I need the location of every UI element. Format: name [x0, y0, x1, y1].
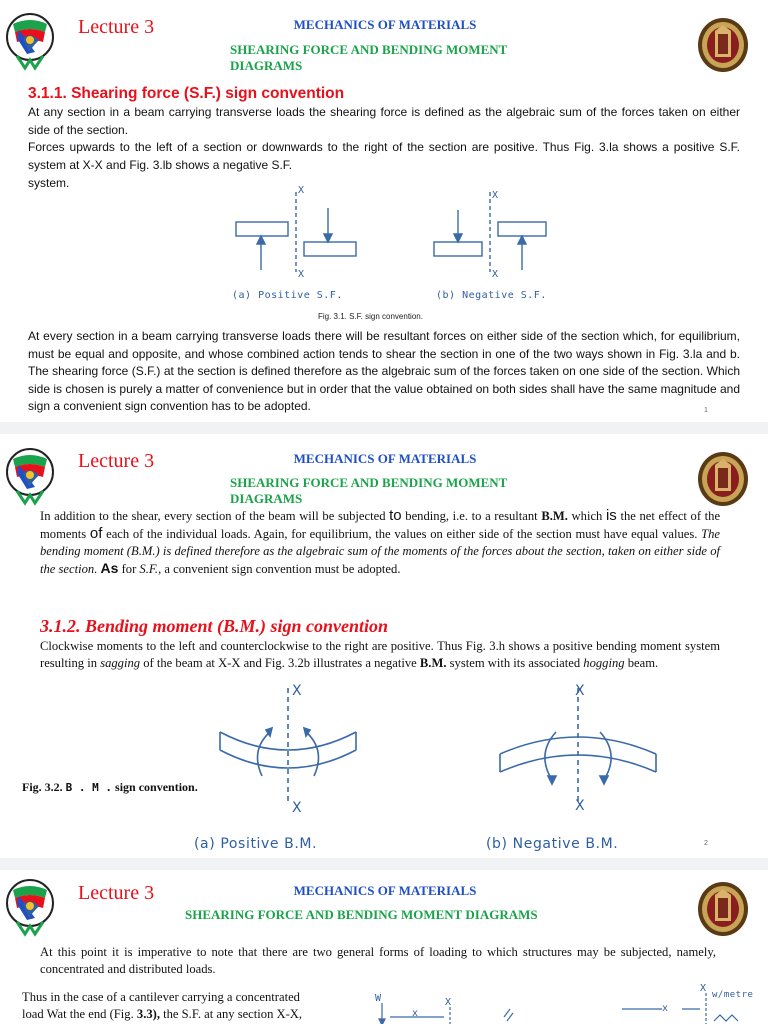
slide-separator-1 — [0, 422, 768, 434]
lecture-title: Lecture 3 — [78, 16, 155, 38]
topic-line-2: DIAGRAMS — [230, 491, 303, 506]
college-seal-icon — [696, 880, 750, 938]
topic-line-2: DIAGRAMS — [230, 58, 303, 73]
fig2-x-top-b: X — [575, 683, 586, 699]
university-logo-icon — [5, 12, 55, 72]
topic-line-1: SHEARING FORCE AND BENDING MOMENT — [230, 475, 508, 490]
fig1-caption: Fig. 3.1. S.F. sign convention. — [318, 312, 423, 321]
bm-sign-convention-figure — [210, 680, 630, 820]
page-number-1: 1 — [704, 407, 708, 414]
course-title: MECHANICS OF MATERIALS — [293, 883, 477, 898]
fig1-x-top-b: X — [492, 190, 499, 201]
fig3-x-label-2: X — [700, 983, 707, 994]
fig2-caption: Fig. 3.2. B . M . sign convention. — [22, 780, 198, 794]
fig3-w-label: W — [375, 993, 382, 1004]
page-number-2: 2 — [704, 840, 708, 847]
slide-separator-2 — [0, 858, 768, 870]
fig2-x-bottom-b: X — [575, 798, 586, 814]
university-logo-icon — [5, 447, 55, 507]
course-title: MECHANICS OF MATERIALS — [293, 451, 477, 466]
fig3-x-label: X — [445, 997, 452, 1008]
section-heading-bm: 3.1.2. Bending moment (B.M.) sign convention — [40, 616, 389, 636]
lecture-title: Lecture 3 — [78, 450, 155, 472]
fig2-x-top-a: X — [292, 683, 303, 699]
fig3-load-intensity-label: w/metre — [712, 990, 754, 1000]
paragraph-sf-equilibrium: At every section in a beam carrying transverse loads there will be resultant forces on either side of the section which, for equilibrium, must be equal and opposite, and whose combined action tends to shear the section in one of the two ways shown in Fig. 3.la and b. The shearing force (S.F.) at the section is defined therefore as the algebraic sum of the forces taken on one side of the section. Which side is chosen is purely a matter of convenience but in order that the value obtained on both sides shall have the same magnitude and sign a convenient sign convention has to be adopted. — [28, 329, 740, 413]
paragraph-cantilever-line1: Thus in the case of a cantilever carrying a concentrated — [22, 990, 300, 1004]
topic-line: SHEARING FORCE AND BENDING MOMENT DIAGRAMS — [185, 907, 538, 922]
paragraph-sf-positive-cont: system. — [28, 176, 70, 190]
paragraph-bm-intro: In addition to the shear, every section of the beam will be subjected to bending, i.e. to a resultant B.M. which is the net effect of the moments of each of the individual loads. Again, for equilibrium, the values on either side of the section must have equal values. The bending moment (B.M.) is defined therefore as the algebraic sum of the moments of the forces about the section, taken on either side of the section. As for S.F., a convenient sign convention must be adopted. — [40, 507, 721, 576]
fig1-x-bottom-b: X — [492, 269, 499, 280]
fig2-label-negative: (b) Negative B.M. — [486, 836, 619, 852]
fig1-x-top-a: X — [298, 185, 305, 196]
lecture-title: Lecture 3 — [78, 882, 155, 904]
course-title: MECHANICS OF MATERIALS — [293, 17, 477, 32]
college-seal-icon — [696, 450, 750, 508]
fig2-x-bottom-a: X — [292, 800, 303, 816]
fig1-label-positive: (a) Positive S.F. — [232, 290, 343, 301]
fig1-x-bottom-a: X — [298, 269, 305, 280]
topic-line-1: SHEARING FORCE AND BENDING MOMENT — [230, 42, 508, 57]
fig2-label-positive: (a) Positive B.M. — [194, 836, 318, 852]
university-logo-icon — [5, 878, 55, 938]
college-seal-icon — [696, 16, 750, 74]
paragraph-bm-convention: Clockwise moments to the left and counterclockwise to the right are positive. Thus Fig. 3.h shows a positive bending moment system resulting in sagging of the beam at X-X and Fig. 3.2b illustrates a negative B.M. system with its associated hogging beam. — [40, 639, 720, 670]
section-heading-sf: 3.1.1. Shearing force (S.F.) sign convention — [28, 85, 345, 102]
paragraph-sf-definition: At any section in a beam carrying transverse loads the shearing force is defined as the algebraic sum of the forces taken on either side of the section. — [28, 105, 740, 137]
paragraph-sf-positive: Forces upwards to the left of a section or downwards to the right of the section are positive. Thus Fig. 3.la shows a positive S.F. system at X-X and Fig. 3.lb shows a negative S.F. — [28, 140, 740, 172]
paragraph-cantilever-line2: load Wat the end (Fig. 3.3), the S.F. at any section X-X, — [22, 1007, 303, 1021]
fig3-distance-label-2: x — [662, 1003, 669, 1014]
paragraph-loading-forms: At this point it is imperative to note that there are two general forms of loading to which structures may be subjected, namely, concentrated and distributed loads. — [40, 945, 716, 976]
fig1-label-negative: (b) Negative S.F. — [436, 290, 547, 301]
fig3-distance-label: x — [412, 1008, 419, 1019]
